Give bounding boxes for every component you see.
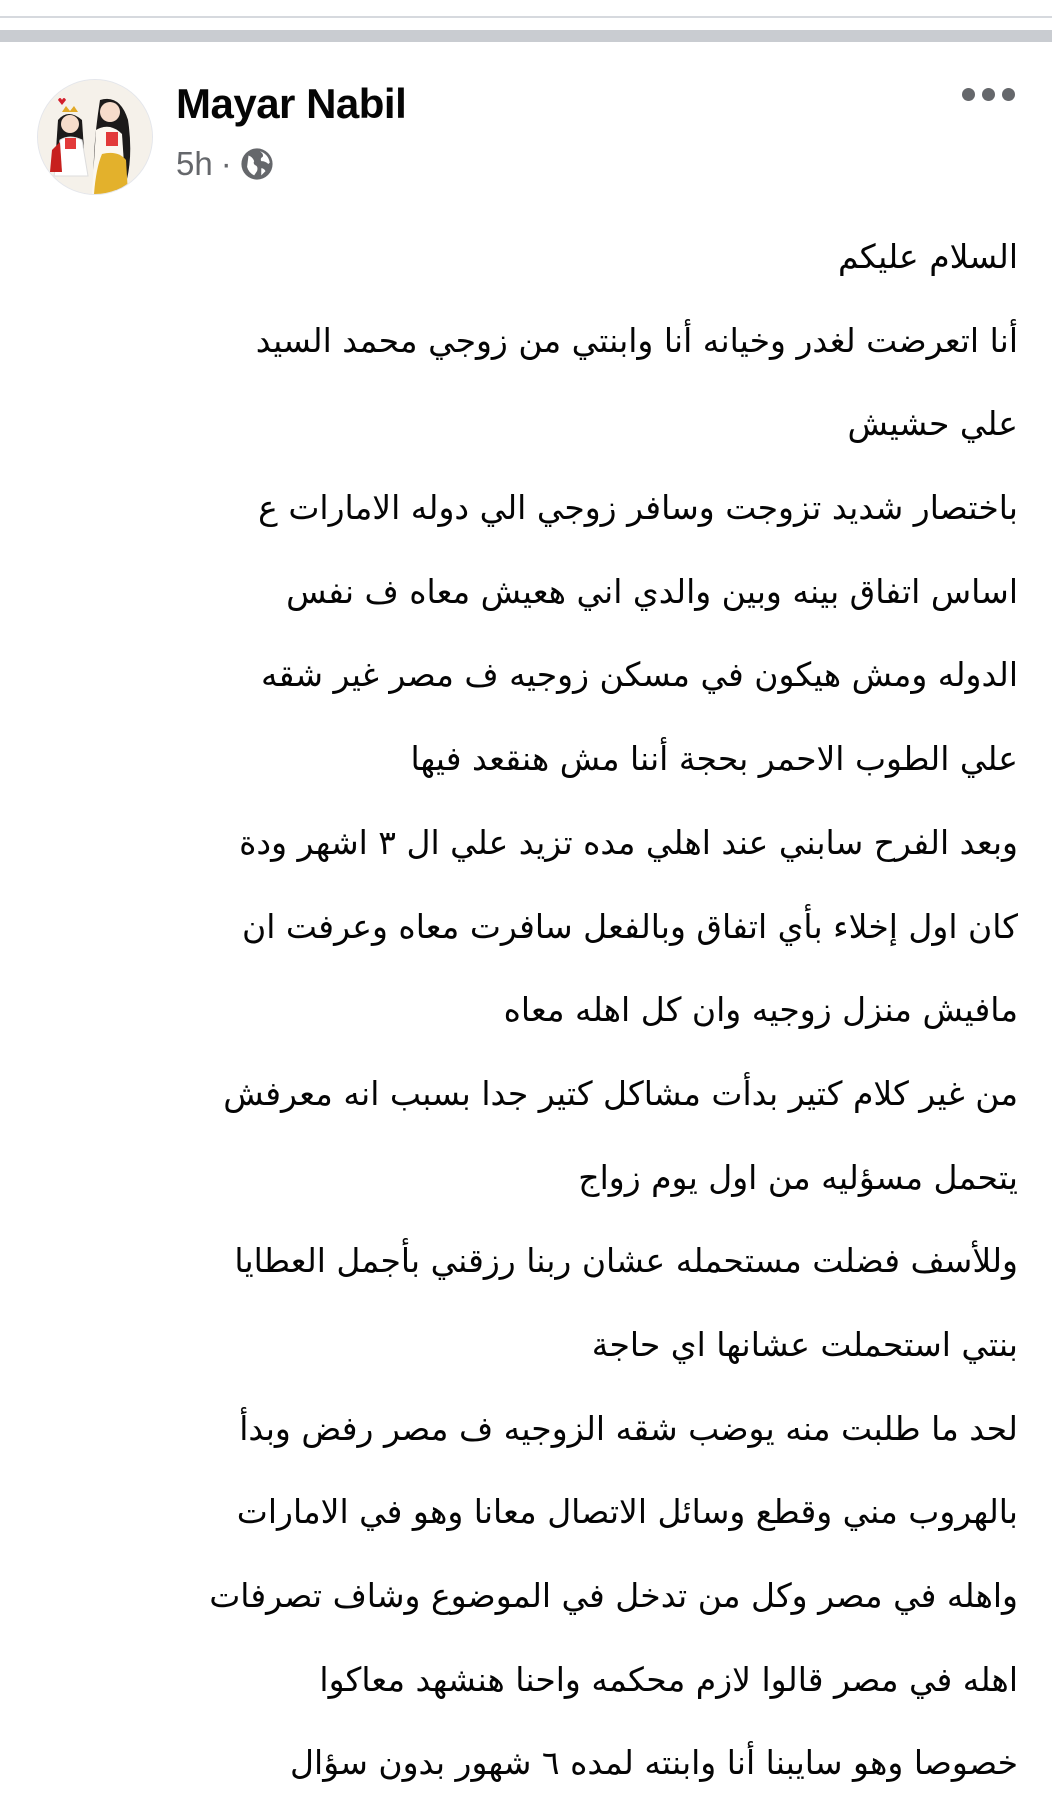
post-text-line: علي حشيش [847, 404, 1018, 444]
post-text-line: أنا اتعرضت لغدر وخيانه أنا وابنتي من زوجي محمد السيد [255, 320, 1018, 360]
post-text-line: السلام عليكم [837, 237, 1018, 276]
dot-icon [982, 88, 995, 101]
post-text-line: وللأسف فضلت مستحمله عشان ربنا رزقني بأجمل العطايا [234, 1241, 1018, 1281]
post-text-line: من غير كلام كتير بدأت مشاكل كتير جدا بسبب انه معرفش [223, 1073, 1018, 1113]
post-text-line: كان اول إخلاء بأي اتفاق وبالفعل سافرت معاه وعرفت ان [242, 906, 1018, 946]
post-text-line: لحد ما طلبت منه يوضب شقه الزوجيه ف مصر رفض وبدأ [239, 1408, 1018, 1448]
post-text-line: اهله في مصر قالوا لازم محكمه واحنا هنشهد معاكوا [319, 1659, 1018, 1699]
meta-separator: · [220, 145, 232, 182]
dot-icon [962, 88, 975, 101]
post-text-line: خصوصا وهو سايبنا أنا وابنته لمده ٦ شهور بدون سؤال [290, 1743, 1018, 1783]
dot-icon [1002, 88, 1015, 101]
post-text-line: علي الطوب الاحمر بحجة أننا مش هنقعد فيها [410, 739, 1018, 779]
post-text [18, 215, 1018, 1805]
author-avatar[interactable] [37, 79, 153, 195]
post-text-line: مافيش منزل زوجيه وان كل اهله معاه [503, 990, 1018, 1030]
post-timestamp[interactable]: 5h [176, 145, 213, 182]
post-text-line: يتحمل مسؤليه من اول يوم زواج [578, 1157, 1018, 1197]
post-meta [176, 145, 274, 183]
globe-icon[interactable] [240, 147, 274, 181]
avatar-illustration [38, 80, 152, 194]
post-text-line: بنتي استحملت عشانها اي حاجة [591, 1324, 1018, 1364]
post-text-line: وبعد الفرح سابني عند اهلي مده تزيد علي ال ٣ اشهر ودة [239, 822, 1018, 862]
top-divider [0, 16, 1052, 18]
post-text-line: الدوله ومش هيكون في مسكن زوجيه ف مصر غير شقه [260, 655, 1018, 695]
post-text-line: بالهروب مني وقطع وسائل الاتصال معانا وهو في الامارات [236, 1492, 1018, 1532]
post-text-line: واهله في مصر وكل من تدخل في الموضوع وشاف تصرفات [209, 1576, 1018, 1615]
feed-separator [0, 30, 1052, 42]
more-options-button[interactable] [962, 88, 1015, 101]
post-text-line: باختصار شديد تزوجت وسافر زوجي الي دوله الامارات ع [258, 488, 1018, 528]
author-name[interactable]: Mayar Nabil [176, 80, 407, 127]
post-text-line: اساس اتفاق بينه وبين والدي اني هعيش معاه ف نفس [286, 571, 1018, 611]
